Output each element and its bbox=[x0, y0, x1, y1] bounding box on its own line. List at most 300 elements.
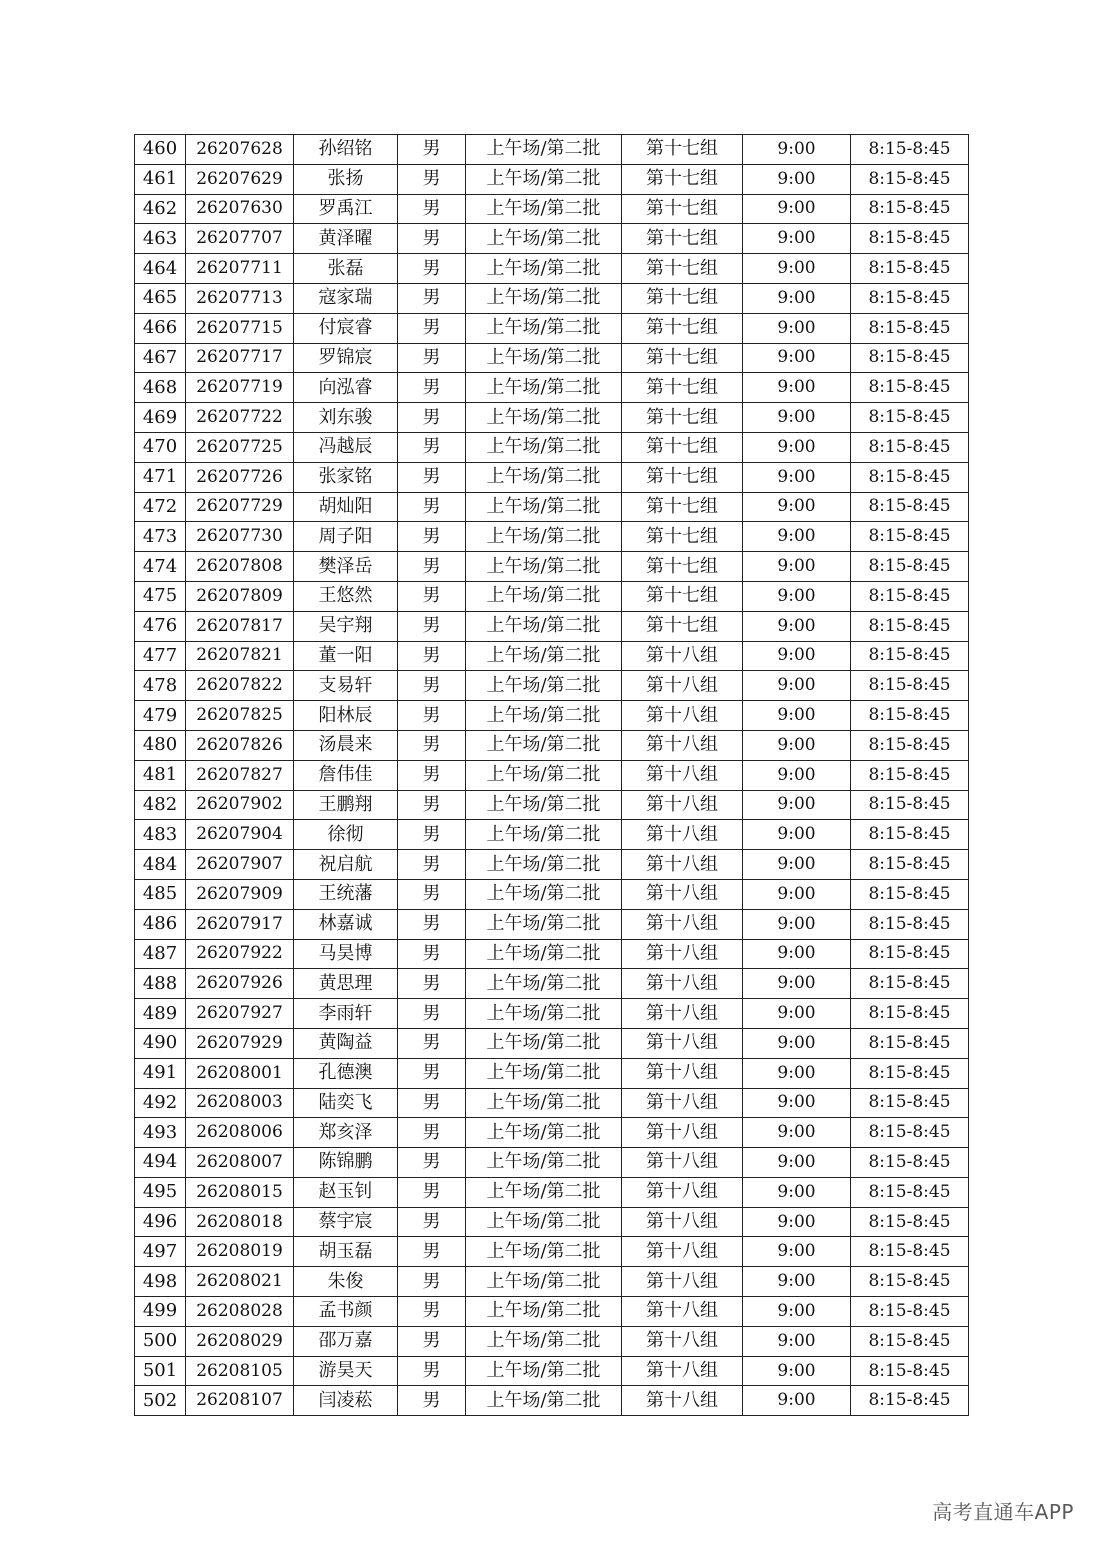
table-row bbox=[135, 969, 969, 999]
table-row bbox=[135, 1386, 969, 1416]
session-cell: 上午场/第二批 bbox=[466, 552, 622, 582]
seq-cell: 481 bbox=[135, 760, 186, 790]
seq-cell: 475 bbox=[135, 581, 186, 611]
gender-cell: 男 bbox=[398, 224, 466, 254]
session-cell: 上午场/第二批 bbox=[466, 1356, 622, 1386]
group-cell: 第十八组 bbox=[622, 1386, 743, 1416]
checkin-window-cell: 8:15-8:45 bbox=[851, 581, 969, 611]
table-row bbox=[135, 1058, 969, 1088]
exam-id-cell: 26207827 bbox=[186, 760, 294, 790]
exam-id-cell: 26207902 bbox=[186, 790, 294, 820]
session-cell: 上午场/第二批 bbox=[466, 730, 622, 760]
gender-cell: 男 bbox=[398, 462, 466, 492]
checkin-window-cell: 8:15-8:45 bbox=[851, 641, 969, 671]
exam-time-cell: 9:00 bbox=[743, 343, 851, 373]
checkin-window-cell: 8:15-8:45 bbox=[851, 254, 969, 284]
group-cell: 第十七组 bbox=[622, 462, 743, 492]
seq-cell: 491 bbox=[135, 1058, 186, 1088]
session-cell: 上午场/第二批 bbox=[466, 790, 622, 820]
table-row bbox=[135, 1118, 969, 1148]
exam-time-cell: 9:00 bbox=[743, 522, 851, 552]
table-row bbox=[135, 730, 969, 760]
name-cell: 罗锦宸 bbox=[294, 343, 398, 373]
table-row bbox=[135, 760, 969, 790]
exam-id-cell: 26207826 bbox=[186, 730, 294, 760]
seq-cell: 465 bbox=[135, 283, 186, 313]
name-cell: 黄思理 bbox=[294, 969, 398, 999]
exam-id-cell: 26208003 bbox=[186, 1088, 294, 1118]
seq-cell: 486 bbox=[135, 909, 186, 939]
watermark-text: 高考直通车APP bbox=[932, 1500, 1074, 1524]
checkin-window-cell: 8:15-8:45 bbox=[851, 492, 969, 522]
table-row bbox=[135, 701, 969, 731]
seq-cell: 483 bbox=[135, 820, 186, 850]
group-cell: 第十八组 bbox=[622, 879, 743, 909]
session-cell: 上午场/第二批 bbox=[466, 820, 622, 850]
gender-cell: 男 bbox=[398, 969, 466, 999]
exam-time-cell: 9:00 bbox=[743, 939, 851, 969]
gender-cell: 男 bbox=[398, 730, 466, 760]
seq-cell: 464 bbox=[135, 254, 186, 284]
gender-cell: 男 bbox=[398, 1386, 466, 1416]
checkin-window-cell: 8:15-8:45 bbox=[851, 1058, 969, 1088]
seq-cell: 480 bbox=[135, 730, 186, 760]
session-cell: 上午场/第二批 bbox=[466, 850, 622, 880]
session-cell: 上午场/第二批 bbox=[466, 641, 622, 671]
seq-cell: 470 bbox=[135, 432, 186, 462]
table-row bbox=[135, 1177, 969, 1207]
name-cell: 祝启航 bbox=[294, 850, 398, 880]
gender-cell: 男 bbox=[398, 909, 466, 939]
exam-id-cell: 26208107 bbox=[186, 1386, 294, 1416]
name-cell: 阳林辰 bbox=[294, 701, 398, 731]
name-cell: 王鹏翔 bbox=[294, 790, 398, 820]
group-cell: 第十八组 bbox=[622, 969, 743, 999]
group-cell: 第十七组 bbox=[622, 343, 743, 373]
table-row bbox=[135, 999, 969, 1029]
gender-cell: 男 bbox=[398, 135, 466, 165]
group-cell: 第十八组 bbox=[622, 1237, 743, 1267]
session-cell: 上午场/第二批 bbox=[466, 254, 622, 284]
seq-cell: 488 bbox=[135, 969, 186, 999]
exam-time-cell: 9:00 bbox=[743, 373, 851, 403]
group-cell: 第十八组 bbox=[622, 1088, 743, 1118]
name-cell: 支易轩 bbox=[294, 671, 398, 701]
exam-time-cell: 9:00 bbox=[743, 1028, 851, 1058]
session-cell: 上午场/第二批 bbox=[466, 1237, 622, 1267]
table-row bbox=[135, 1028, 969, 1058]
name-cell: 冯越辰 bbox=[294, 432, 398, 462]
exam-id-cell: 26208018 bbox=[186, 1207, 294, 1237]
seq-cell: 501 bbox=[135, 1356, 186, 1386]
name-cell: 陈锦鹏 bbox=[294, 1148, 398, 1178]
gender-cell: 男 bbox=[398, 879, 466, 909]
session-cell: 上午场/第二批 bbox=[466, 1088, 622, 1118]
session-cell: 上午场/第二批 bbox=[466, 879, 622, 909]
seq-cell: 498 bbox=[135, 1267, 186, 1297]
seq-cell: 493 bbox=[135, 1118, 186, 1148]
checkin-window-cell: 8:15-8:45 bbox=[851, 939, 969, 969]
exam-id-cell: 26208028 bbox=[186, 1297, 294, 1327]
seq-cell: 478 bbox=[135, 671, 186, 701]
checkin-window-cell: 8:15-8:45 bbox=[851, 313, 969, 343]
table-row bbox=[135, 1088, 969, 1118]
group-cell: 第十八组 bbox=[622, 939, 743, 969]
table-row bbox=[135, 1326, 969, 1356]
exam-id-cell: 26207909 bbox=[186, 879, 294, 909]
name-cell: 周子阳 bbox=[294, 522, 398, 552]
group-cell: 第十七组 bbox=[622, 313, 743, 343]
gender-cell: 男 bbox=[398, 164, 466, 194]
session-cell: 上午场/第二批 bbox=[466, 373, 622, 403]
session-cell: 上午场/第二批 bbox=[466, 581, 622, 611]
group-cell: 第十八组 bbox=[622, 850, 743, 880]
group-cell: 第十七组 bbox=[622, 373, 743, 403]
exam-time-cell: 9:00 bbox=[743, 432, 851, 462]
exam-time-cell: 9:00 bbox=[743, 1237, 851, 1267]
exam-id-cell: 26208019 bbox=[186, 1237, 294, 1267]
gender-cell: 男 bbox=[398, 432, 466, 462]
group-cell: 第十八组 bbox=[622, 909, 743, 939]
name-cell: 游昊天 bbox=[294, 1356, 398, 1386]
gender-cell: 男 bbox=[398, 999, 466, 1029]
name-cell: 林嘉诚 bbox=[294, 909, 398, 939]
seq-cell: 494 bbox=[135, 1148, 186, 1178]
checkin-window-cell: 8:15-8:45 bbox=[851, 1177, 969, 1207]
checkin-window-cell: 8:15-8:45 bbox=[851, 1237, 969, 1267]
name-cell: 孟书颜 bbox=[294, 1297, 398, 1327]
session-cell: 上午场/第二批 bbox=[466, 462, 622, 492]
gender-cell: 男 bbox=[398, 1058, 466, 1088]
session-cell: 上午场/第二批 bbox=[466, 1177, 622, 1207]
name-cell: 王悠然 bbox=[294, 581, 398, 611]
exam-id-cell: 26207809 bbox=[186, 581, 294, 611]
group-cell: 第十八组 bbox=[622, 760, 743, 790]
gender-cell: 男 bbox=[398, 313, 466, 343]
checkin-window-cell: 8:15-8:45 bbox=[851, 730, 969, 760]
exam-id-cell: 26207729 bbox=[186, 492, 294, 522]
seq-cell: 476 bbox=[135, 611, 186, 641]
session-cell: 上午场/第二批 bbox=[466, 611, 622, 641]
seq-cell: 460 bbox=[135, 135, 186, 165]
seq-cell: 490 bbox=[135, 1028, 186, 1058]
gender-cell: 男 bbox=[398, 254, 466, 284]
table-row bbox=[135, 283, 969, 313]
exam-id-cell: 26208105 bbox=[186, 1356, 294, 1386]
checkin-window-cell: 8:15-8:45 bbox=[851, 283, 969, 313]
session-cell: 上午场/第二批 bbox=[466, 343, 622, 373]
seq-cell: 467 bbox=[135, 343, 186, 373]
exam-schedule-table bbox=[134, 134, 969, 1416]
seq-cell: 477 bbox=[135, 641, 186, 671]
gender-cell: 男 bbox=[398, 1148, 466, 1178]
checkin-window-cell: 8:15-8:45 bbox=[851, 432, 969, 462]
table-row bbox=[135, 522, 969, 552]
seq-cell: 462 bbox=[135, 194, 186, 224]
checkin-window-cell: 8:15-8:45 bbox=[851, 194, 969, 224]
gender-cell: 男 bbox=[398, 671, 466, 701]
gender-cell: 男 bbox=[398, 522, 466, 552]
checkin-window-cell: 8:15-8:45 bbox=[851, 790, 969, 820]
group-cell: 第十八组 bbox=[622, 790, 743, 820]
exam-time-cell: 9:00 bbox=[743, 313, 851, 343]
exam-id-cell: 26207821 bbox=[186, 641, 294, 671]
exam-time-cell: 9:00 bbox=[743, 1386, 851, 1416]
name-cell: 樊泽岳 bbox=[294, 552, 398, 582]
session-cell: 上午场/第二批 bbox=[466, 224, 622, 254]
checkin-window-cell: 8:15-8:45 bbox=[851, 1088, 969, 1118]
name-cell: 刘东骏 bbox=[294, 403, 398, 433]
group-cell: 第十七组 bbox=[622, 611, 743, 641]
name-cell: 黄泽曜 bbox=[294, 224, 398, 254]
name-cell: 张磊 bbox=[294, 254, 398, 284]
session-cell: 上午场/第二批 bbox=[466, 969, 622, 999]
session-cell: 上午场/第二批 bbox=[466, 194, 622, 224]
group-cell: 第十八组 bbox=[622, 701, 743, 731]
gender-cell: 男 bbox=[398, 641, 466, 671]
group-cell: 第十八组 bbox=[622, 1177, 743, 1207]
exam-id-cell: 26208006 bbox=[186, 1118, 294, 1148]
group-cell: 第十八组 bbox=[622, 1118, 743, 1148]
table-row bbox=[135, 313, 969, 343]
session-cell: 上午场/第二批 bbox=[466, 492, 622, 522]
group-cell: 第十七组 bbox=[622, 164, 743, 194]
gender-cell: 男 bbox=[398, 1326, 466, 1356]
gender-cell: 男 bbox=[398, 581, 466, 611]
group-cell: 第十八组 bbox=[622, 641, 743, 671]
checkin-window-cell: 8:15-8:45 bbox=[851, 343, 969, 373]
exam-id-cell: 26208015 bbox=[186, 1177, 294, 1207]
session-cell: 上午场/第二批 bbox=[466, 1058, 622, 1088]
exam-time-cell: 9:00 bbox=[743, 611, 851, 641]
group-cell: 第十七组 bbox=[622, 194, 743, 224]
session-cell: 上午场/第二批 bbox=[466, 432, 622, 462]
table-row bbox=[135, 373, 969, 403]
exam-time-cell: 9:00 bbox=[743, 1088, 851, 1118]
table-row bbox=[135, 343, 969, 373]
exam-id-cell: 26207725 bbox=[186, 432, 294, 462]
name-cell: 付宸睿 bbox=[294, 313, 398, 343]
exam-time-cell: 9:00 bbox=[743, 403, 851, 433]
session-cell: 上午场/第二批 bbox=[466, 1118, 622, 1148]
seq-cell: 487 bbox=[135, 939, 186, 969]
session-cell: 上午场/第二批 bbox=[466, 760, 622, 790]
session-cell: 上午场/第二批 bbox=[466, 283, 622, 313]
name-cell: 黄陶益 bbox=[294, 1028, 398, 1058]
checkin-window-cell: 8:15-8:45 bbox=[851, 1267, 969, 1297]
exam-time-cell: 9:00 bbox=[743, 1267, 851, 1297]
session-cell: 上午场/第二批 bbox=[466, 313, 622, 343]
checkin-window-cell: 8:15-8:45 bbox=[851, 1118, 969, 1148]
exam-id-cell: 26207719 bbox=[186, 373, 294, 403]
session-cell: 上午场/第二批 bbox=[466, 135, 622, 165]
group-cell: 第十八组 bbox=[622, 1028, 743, 1058]
name-cell: 孔德澳 bbox=[294, 1058, 398, 1088]
checkin-window-cell: 8:15-8:45 bbox=[851, 373, 969, 403]
table-row bbox=[135, 254, 969, 284]
session-cell: 上午场/第二批 bbox=[466, 1028, 622, 1058]
name-cell: 张家铭 bbox=[294, 462, 398, 492]
checkin-window-cell: 8:15-8:45 bbox=[851, 1028, 969, 1058]
group-cell: 第十八组 bbox=[622, 1326, 743, 1356]
exam-time-cell: 9:00 bbox=[743, 1326, 851, 1356]
session-cell: 上午场/第二批 bbox=[466, 701, 622, 731]
gender-cell: 男 bbox=[398, 194, 466, 224]
name-cell: 寇家瑞 bbox=[294, 283, 398, 313]
name-cell: 向泓睿 bbox=[294, 373, 398, 403]
gender-cell: 男 bbox=[398, 1028, 466, 1058]
exam-id-cell: 26207722 bbox=[186, 403, 294, 433]
seq-cell: 500 bbox=[135, 1326, 186, 1356]
table-row bbox=[135, 492, 969, 522]
exam-time-cell: 9:00 bbox=[743, 641, 851, 671]
exam-time-cell: 9:00 bbox=[743, 790, 851, 820]
table-row bbox=[135, 1356, 969, 1386]
group-cell: 第十七组 bbox=[622, 492, 743, 522]
exam-id-cell: 26207630 bbox=[186, 194, 294, 224]
name-cell: 朱俊 bbox=[294, 1267, 398, 1297]
session-cell: 上午场/第二批 bbox=[466, 1207, 622, 1237]
gender-cell: 男 bbox=[398, 1118, 466, 1148]
name-cell: 徐彻 bbox=[294, 820, 398, 850]
table-row bbox=[135, 164, 969, 194]
table-row bbox=[135, 1297, 969, 1327]
table-row bbox=[135, 850, 969, 880]
group-cell: 第十七组 bbox=[622, 224, 743, 254]
group-cell: 第十八组 bbox=[622, 1058, 743, 1088]
exam-id-cell: 26207929 bbox=[186, 1028, 294, 1058]
checkin-window-cell: 8:15-8:45 bbox=[851, 164, 969, 194]
exam-time-cell: 9:00 bbox=[743, 760, 851, 790]
gender-cell: 男 bbox=[398, 492, 466, 522]
group-cell: 第十七组 bbox=[622, 581, 743, 611]
group-cell: 第十七组 bbox=[622, 135, 743, 165]
gender-cell: 男 bbox=[398, 939, 466, 969]
table-body bbox=[135, 135, 969, 1416]
table-row bbox=[135, 432, 969, 462]
checkin-window-cell: 8:15-8:45 bbox=[851, 820, 969, 850]
exam-time-cell: 9:00 bbox=[743, 492, 851, 522]
gender-cell: 男 bbox=[398, 1237, 466, 1267]
name-cell: 胡玉磊 bbox=[294, 1237, 398, 1267]
table-row bbox=[135, 1207, 969, 1237]
table-row bbox=[135, 462, 969, 492]
gender-cell: 男 bbox=[398, 552, 466, 582]
exam-id-cell: 26208007 bbox=[186, 1148, 294, 1178]
table-row bbox=[135, 194, 969, 224]
seq-cell: 495 bbox=[135, 1177, 186, 1207]
exam-time-cell: 9:00 bbox=[743, 1148, 851, 1178]
seq-cell: 499 bbox=[135, 1297, 186, 1327]
gender-cell: 男 bbox=[398, 343, 466, 373]
group-cell: 第十八组 bbox=[622, 999, 743, 1029]
exam-id-cell: 26207715 bbox=[186, 313, 294, 343]
name-cell: 胡灿阳 bbox=[294, 492, 398, 522]
seq-cell: 463 bbox=[135, 224, 186, 254]
gender-cell: 男 bbox=[398, 1088, 466, 1118]
session-cell: 上午场/第二批 bbox=[466, 522, 622, 552]
checkin-window-cell: 8:15-8:45 bbox=[851, 879, 969, 909]
session-cell: 上午场/第二批 bbox=[466, 1148, 622, 1178]
name-cell: 郑亥泽 bbox=[294, 1118, 398, 1148]
group-cell: 第十七组 bbox=[622, 522, 743, 552]
gender-cell: 男 bbox=[398, 701, 466, 731]
exam-time-cell: 9:00 bbox=[743, 224, 851, 254]
seq-cell: 474 bbox=[135, 552, 186, 582]
name-cell: 汤晨来 bbox=[294, 730, 398, 760]
exam-time-cell: 9:00 bbox=[743, 999, 851, 1029]
exam-id-cell: 26207822 bbox=[186, 671, 294, 701]
seq-cell: 468 bbox=[135, 373, 186, 403]
session-cell: 上午场/第二批 bbox=[466, 939, 622, 969]
gender-cell: 男 bbox=[398, 283, 466, 313]
exam-time-cell: 9:00 bbox=[743, 283, 851, 313]
checkin-window-cell: 8:15-8:45 bbox=[851, 701, 969, 731]
exam-id-cell: 26207711 bbox=[186, 254, 294, 284]
gender-cell: 男 bbox=[398, 1356, 466, 1386]
session-cell: 上午场/第二批 bbox=[466, 403, 622, 433]
exam-id-cell: 26207907 bbox=[186, 850, 294, 880]
name-cell: 蔡宇宸 bbox=[294, 1207, 398, 1237]
exam-time-cell: 9:00 bbox=[743, 552, 851, 582]
seq-cell: 492 bbox=[135, 1088, 186, 1118]
seq-cell: 461 bbox=[135, 164, 186, 194]
seq-cell: 471 bbox=[135, 462, 186, 492]
group-cell: 第十八组 bbox=[622, 1148, 743, 1178]
table-row bbox=[135, 939, 969, 969]
seq-cell: 485 bbox=[135, 879, 186, 909]
table-row bbox=[135, 611, 969, 641]
seq-cell: 473 bbox=[135, 522, 186, 552]
group-cell: 第十八组 bbox=[622, 1297, 743, 1327]
exam-time-cell: 9:00 bbox=[743, 671, 851, 701]
name-cell: 陆奕飞 bbox=[294, 1088, 398, 1118]
seq-cell: 484 bbox=[135, 850, 186, 880]
exam-id-cell: 26207922 bbox=[186, 939, 294, 969]
exam-time-cell: 9:00 bbox=[743, 879, 851, 909]
group-cell: 第十八组 bbox=[622, 1267, 743, 1297]
exam-id-cell: 26207730 bbox=[186, 522, 294, 552]
session-cell: 上午场/第二批 bbox=[466, 1386, 622, 1416]
table-row bbox=[135, 820, 969, 850]
exam-time-cell: 9:00 bbox=[743, 135, 851, 165]
table-row bbox=[135, 1267, 969, 1297]
checkin-window-cell: 8:15-8:45 bbox=[851, 522, 969, 552]
table-row bbox=[135, 135, 969, 165]
session-cell: 上午场/第二批 bbox=[466, 671, 622, 701]
session-cell: 上午场/第二批 bbox=[466, 909, 622, 939]
table-row bbox=[135, 1148, 969, 1178]
exam-id-cell: 26208029 bbox=[186, 1326, 294, 1356]
checkin-window-cell: 8:15-8:45 bbox=[851, 1297, 969, 1327]
seq-cell: 497 bbox=[135, 1237, 186, 1267]
gender-cell: 男 bbox=[398, 850, 466, 880]
group-cell: 第十八组 bbox=[622, 671, 743, 701]
exam-id-cell: 26208021 bbox=[186, 1267, 294, 1297]
exam-time-cell: 9:00 bbox=[743, 969, 851, 999]
exam-time-cell: 9:00 bbox=[743, 1118, 851, 1148]
name-cell: 吴宇翔 bbox=[294, 611, 398, 641]
exam-id-cell: 26207717 bbox=[186, 343, 294, 373]
group-cell: 第十八组 bbox=[622, 1207, 743, 1237]
name-cell: 孙绍铭 bbox=[294, 135, 398, 165]
table-row bbox=[135, 641, 969, 671]
exam-time-cell: 9:00 bbox=[743, 1356, 851, 1386]
exam-id-cell: 26207707 bbox=[186, 224, 294, 254]
gender-cell: 男 bbox=[398, 820, 466, 850]
group-cell: 第十七组 bbox=[622, 552, 743, 582]
group-cell: 第十七组 bbox=[622, 283, 743, 313]
